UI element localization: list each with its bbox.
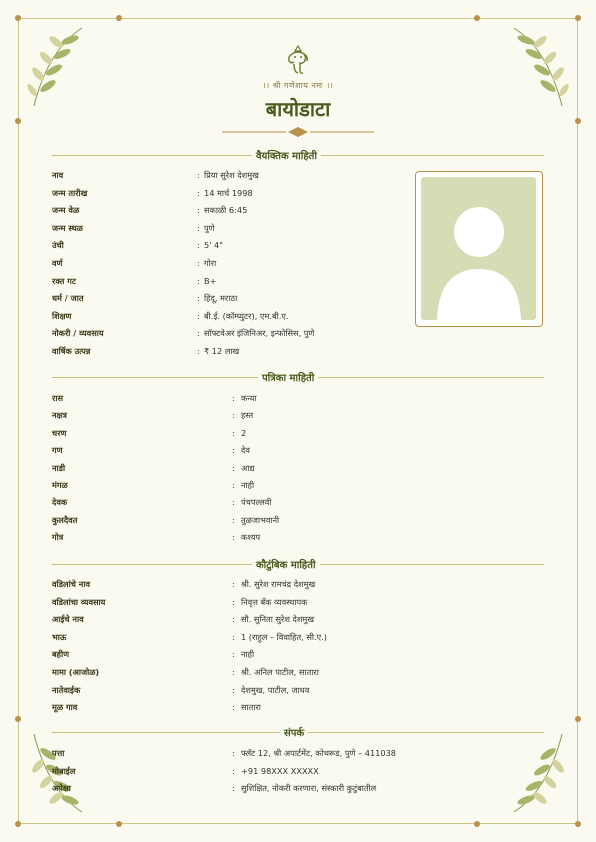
personal-field-row	[52, 221, 412, 235]
field-separator: :	[232, 514, 235, 525]
mantra-text: ।। श्री गणेशाय नमः ।।	[262, 81, 334, 90]
field-separator: :	[197, 293, 200, 304]
field-label: मूळ गाव	[52, 702, 78, 713]
field-label: बहीण	[52, 649, 70, 660]
field-label: उंची	[52, 240, 64, 251]
family-field-row	[52, 630, 412, 644]
section-header-horoscope	[52, 370, 544, 384]
field-value: 1 (राहुल – विवाहित, सी.ए.)	[241, 631, 327, 642]
contact-field-row	[52, 764, 412, 778]
corner-dot-bottom-right	[575, 821, 581, 827]
field-label: चरण	[52, 427, 67, 438]
field-value: देव	[241, 445, 250, 456]
page-title: बायोडाटा	[265, 97, 331, 121]
field-label: शिक्षण	[52, 310, 72, 321]
field-value: निवृत्त बँक व्यवस्थापक	[241, 596, 308, 607]
field-label: कुलदैवत	[52, 514, 78, 525]
field-value: सातारा	[241, 702, 261, 713]
field-label: नाव	[52, 170, 64, 180]
section-header-contact	[52, 725, 544, 739]
field-value: कश्यप	[241, 532, 261, 543]
field-separator: :	[197, 346, 200, 356]
personal-field-row	[52, 168, 412, 182]
avatar-icon	[421, 177, 536, 320]
family-field-row	[52, 683, 412, 697]
field-separator: :	[197, 222, 200, 233]
field-separator: :	[232, 410, 235, 421]
family-field-row	[52, 647, 412, 661]
field-label: नोकरी / व्यवसाय	[52, 328, 104, 339]
field-value: नाही	[241, 480, 255, 490]
field-separator: :	[232, 480, 235, 490]
field-label: आईचे नाव	[52, 614, 84, 625]
corner-dot-bottom-left	[15, 821, 21, 827]
title-ornament	[222, 127, 374, 137]
field-label: नाडी	[52, 462, 66, 473]
field-label: मामा (आजोळ)	[52, 667, 100, 677]
horoscope-field-row	[52, 495, 412, 509]
border-dot	[116, 15, 122, 21]
section-header-family	[52, 557, 544, 571]
personal-field-row	[52, 344, 412, 358]
field-label: नक्षत्र	[52, 410, 67, 421]
field-separator: :	[232, 649, 235, 660]
field-value: श्री. सुरेश रामचंद्र देशमुख	[241, 579, 316, 589]
field-label: पत्ता	[52, 748, 65, 758]
field-label: रास	[52, 393, 64, 403]
horoscope-field-row	[52, 426, 412, 440]
field-separator: :	[197, 205, 200, 216]
field-value: सॉफ्टवेअर इंजिनिअर, इन्फोसिस, पुणे	[204, 328, 315, 339]
horoscope-field-row	[52, 461, 412, 475]
family-field-row	[52, 595, 412, 609]
family-field-row	[52, 700, 412, 714]
profile-photo-placeholder	[421, 177, 536, 320]
field-value: हिंदू, मराठा	[204, 293, 238, 304]
field-value: सकाळी 6:45	[204, 205, 248, 216]
personal-field-row	[52, 256, 412, 270]
field-separator: :	[232, 445, 235, 456]
field-value: देशमुख, पाटील, जाधव	[241, 684, 310, 695]
horoscope-field-row	[52, 443, 412, 457]
section-title-personal: वैयक्तिक माहिती	[252, 148, 321, 162]
field-separator: :	[197, 240, 200, 251]
field-value: पुणे	[204, 222, 215, 233]
border-dot	[474, 821, 480, 827]
field-value: 5' 4"	[204, 240, 224, 251]
field-separator: :	[232, 667, 235, 677]
field-value: सुशिक्षित, नोकरी करणारा, संस्कारी कुटुंबातील	[241, 783, 377, 793]
border-dot	[474, 15, 480, 21]
personal-field-row	[52, 186, 412, 200]
corner-dot-top-left	[15, 15, 21, 21]
section-title-family: कौटुंबिक माहिती	[252, 557, 320, 571]
field-value: सौ. सुनिता सुरेश देशमुख	[241, 614, 315, 625]
family-field-row	[52, 612, 412, 626]
field-separator: :	[232, 748, 235, 758]
horoscope-field-row	[52, 408, 412, 422]
field-separator: :	[232, 579, 235, 589]
field-label: रक्त गट	[52, 275, 76, 286]
field-separator: :	[232, 765, 235, 776]
family-field-row	[52, 577, 412, 591]
field-label: देवक	[52, 497, 68, 508]
field-value: फ्लॅट 12, श्री अपार्टमेंट, कोथरूड, पुणे – 411038	[241, 748, 397, 758]
field-value: प्रिया सुरेश देशमुख	[204, 170, 259, 180]
field-value: B+	[204, 275, 217, 286]
field-separator: :	[232, 684, 235, 695]
field-label: वार्षिक उत्पन्न	[52, 346, 91, 356]
field-value: कन्या	[241, 393, 257, 403]
field-label: जन्म वेळ	[52, 205, 80, 216]
field-value: +91 98XXX XXXXX	[241, 765, 319, 776]
field-separator: :	[232, 497, 235, 508]
field-label: वडिलांचा व्यवसाय	[52, 596, 106, 607]
field-separator: :	[232, 614, 235, 625]
field-separator: :	[232, 393, 235, 403]
page-header	[0, 44, 596, 122]
field-label: जन्म स्थळ	[52, 222, 83, 233]
horoscope-field-row	[52, 391, 412, 405]
field-value: 2	[241, 427, 247, 438]
field-label: गण	[52, 445, 63, 456]
field-value: गोरा	[204, 258, 217, 268]
field-label: जन्म तारीख	[52, 187, 88, 198]
border-dot	[15, 716, 21, 722]
section-header-personal	[52, 148, 544, 162]
field-label: मोबाईल	[52, 765, 76, 776]
field-separator: :	[197, 170, 200, 180]
field-label: अपेक्षा	[52, 783, 71, 793]
field-separator: :	[197, 310, 200, 321]
section-title-contact: संपर्क	[280, 725, 308, 739]
field-separator: :	[232, 783, 235, 793]
personal-field-row	[52, 238, 412, 252]
field-separator: :	[232, 427, 235, 438]
field-separator: :	[232, 462, 235, 473]
horoscope-field-row	[52, 513, 412, 527]
field-label: गोत्र	[52, 532, 64, 543]
field-separator: :	[197, 258, 200, 268]
contact-field-row	[52, 781, 412, 795]
field-separator: :	[197, 328, 200, 339]
border-dot	[575, 716, 581, 722]
field-label: वडिलांचे नाव	[52, 579, 90, 589]
field-value: पंचपल्लवी	[241, 497, 272, 508]
family-field-row	[52, 665, 412, 679]
personal-field-row	[52, 203, 412, 217]
horoscope-field-row	[52, 478, 412, 492]
ganesha-icon	[284, 44, 312, 76]
personal-field-row	[52, 291, 412, 305]
field-label: धर्म / जात	[52, 293, 84, 304]
field-label: वर्ण	[52, 258, 63, 268]
contact-field-row	[52, 746, 412, 760]
field-label: मंगळ	[52, 480, 68, 490]
border-dot	[116, 821, 122, 827]
field-separator: :	[232, 596, 235, 607]
leaf-vine-bottom-right	[506, 728, 576, 818]
personal-field-row	[52, 309, 412, 323]
section-title-horoscope: पत्रिका माहिती	[258, 370, 318, 384]
profile-photo-frame	[415, 171, 543, 327]
field-separator: :	[232, 702, 235, 713]
field-value: नाही	[241, 649, 255, 660]
field-value: हस्त	[241, 410, 254, 421]
personal-field-row	[52, 274, 412, 288]
field-label: भाऊ	[52, 631, 67, 642]
field-separator: :	[197, 187, 200, 198]
field-separator: :	[232, 631, 235, 642]
field-separator: :	[197, 275, 200, 286]
corner-dot-top-right	[575, 15, 581, 21]
field-value: तुळजाभवानी	[241, 514, 280, 525]
field-value: श्री. अनिल पाटील, सातारा	[241, 667, 319, 677]
field-value: 14 मार्च 1998	[204, 187, 253, 198]
field-separator: :	[232, 532, 235, 543]
field-label: नातेवाईक	[52, 684, 81, 695]
field-value: ₹ 12 लाख	[204, 346, 240, 356]
horoscope-field-row	[52, 530, 412, 544]
personal-field-row	[52, 326, 412, 340]
field-value: आद्य	[241, 462, 255, 473]
field-value: बी.ई. (कॉम्प्युटर), एम.बी.ए.	[204, 310, 289, 321]
